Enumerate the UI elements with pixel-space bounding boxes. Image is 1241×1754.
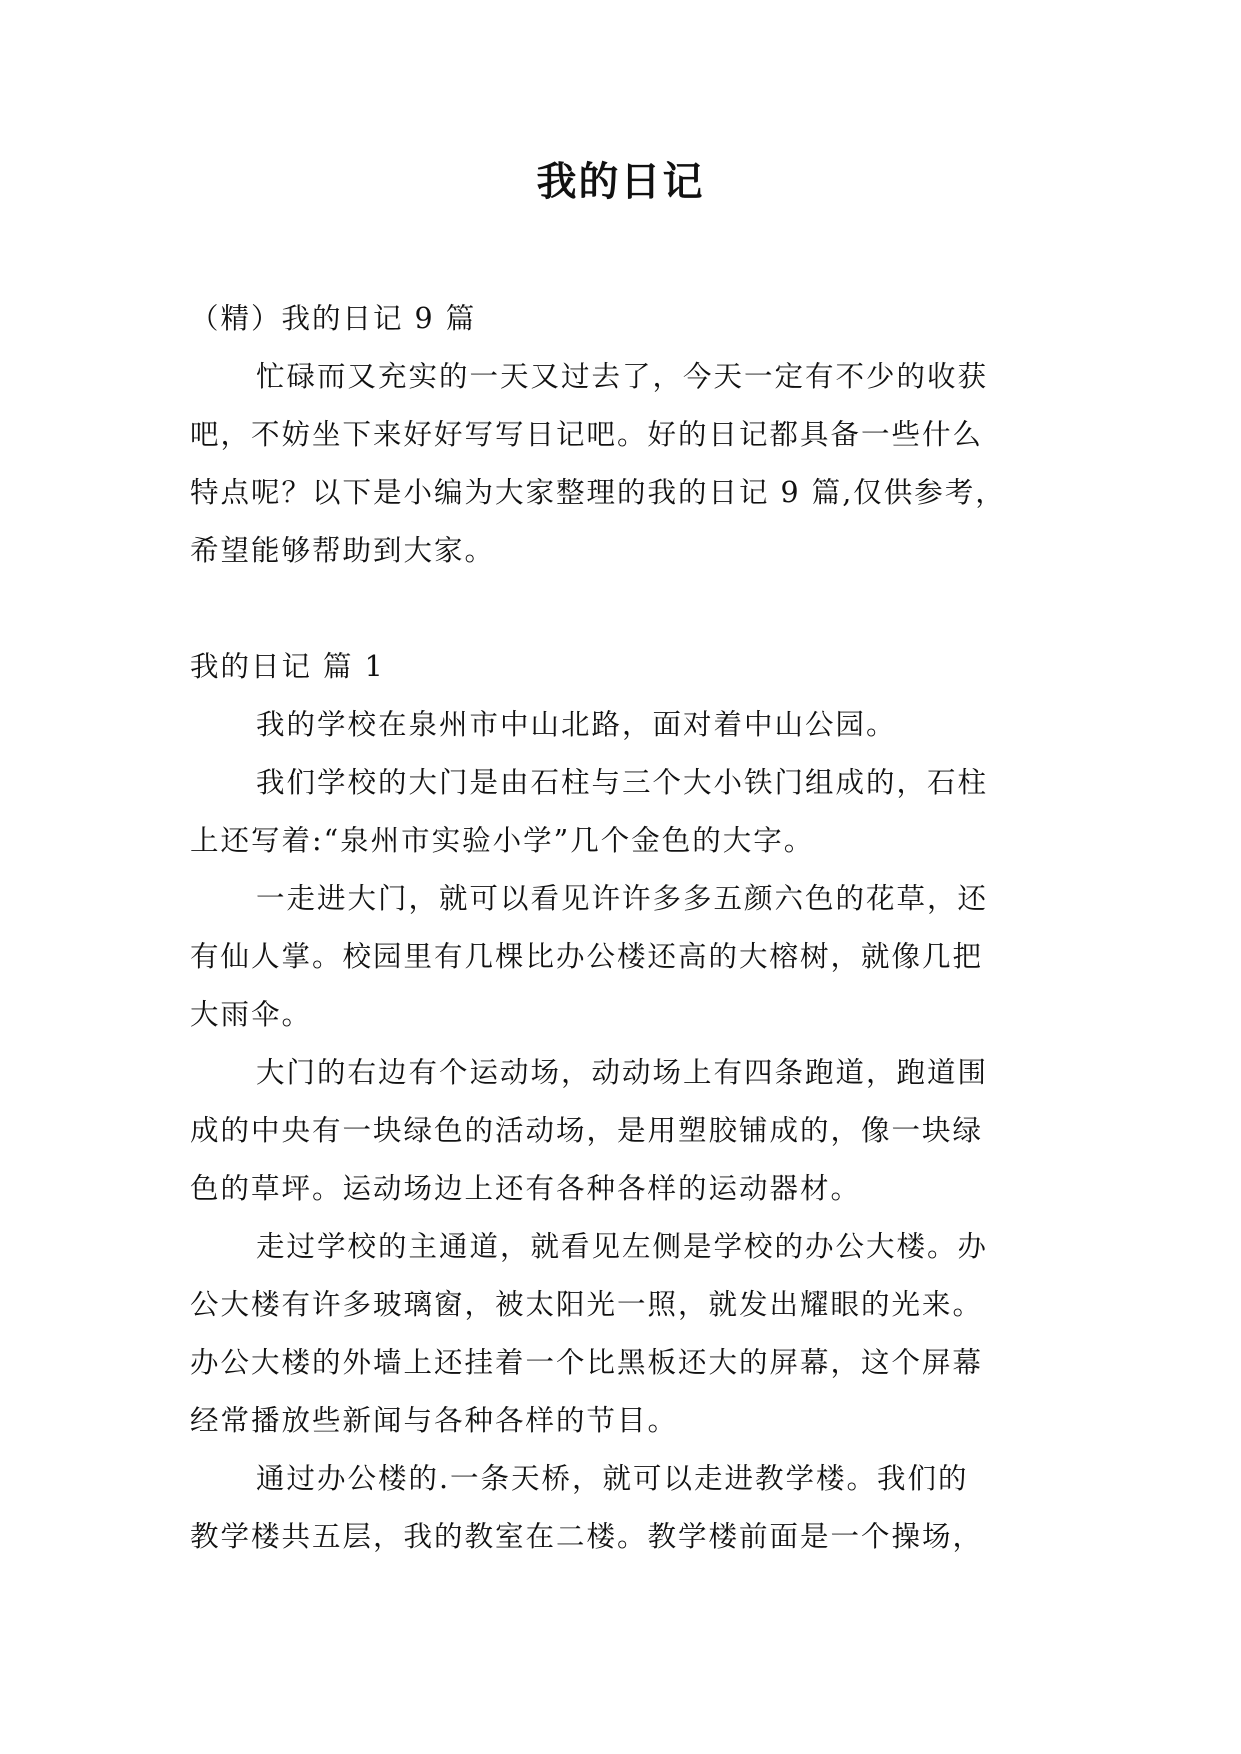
paragraph-line: 一走进大门，就可以看见许许多多五颜六色的花草，还 [256, 882, 989, 915]
paragraph [190, 870, 1070, 1044]
paragraph-line: 我们学校的大门是由石柱与三个大小铁门组成的，石柱 [256, 766, 989, 799]
paragraph-line: 成的中央有一块绿色的活动场，是用塑胶铺成的，像一块绿 [190, 1114, 984, 1147]
paragraph-line: 教学楼共五层，我的教室在二楼。教学楼前面是一个操场， [190, 1520, 984, 1553]
section-heading: 我的日记 篇 1 [190, 650, 385, 683]
paragraph-line: 色的草坪。运动场边上还有各种各样的运动器材。 [190, 1172, 862, 1205]
paragraph-line: 通过办公楼的.一条天桥，就可以走进教学楼。我们的 [256, 1462, 969, 1495]
paragraph-line: 走过学校的主通道，就看见左侧是学校的办公大楼。办 [256, 1230, 989, 1263]
paragraph-line: 有仙人掌。校园里有几棵比办公楼还高的大榕树，就像几把 [190, 940, 984, 973]
paragraph-line: 希望能够帮助到大家。 [190, 534, 496, 567]
paragraph-line: 我的学校在泉州市中山北路，面对着中山公园。 [256, 708, 897, 741]
document-title: 我的日记 [536, 159, 705, 205]
paragraph-line: 大门的右边有个运动场，动动场上有四条跑道，跑道围 [256, 1056, 989, 1089]
paragraph-line: 办公大楼的外墙上还挂着一个比黑板还大的屏幕，这个屏幕 [190, 1346, 984, 1379]
paragraph-line: 上还写着:“泉州市实验小学”几个金色的大字。 [190, 824, 815, 857]
paragraph-line: 经常播放些新闻与各种各样的节目。 [190, 1404, 679, 1437]
paragraph [190, 696, 1070, 754]
paragraph-line: 公大楼有许多玻璃窗，被太阳光一照，就发出耀眼的光来。 [190, 1288, 984, 1321]
paragraph [190, 1450, 1070, 1566]
paragraph-line: 忙碌而又充实的一天又过去了，今天一定有不少的收获 [256, 360, 989, 393]
paragraph [190, 754, 1070, 870]
paragraph-line: 大雨伞。 [190, 998, 313, 1031]
paragraph-line: 吧，不妨坐下来好好写写日记吧。好的日记都具备一些什么 [190, 418, 984, 451]
document-subtitle: （精）我的日记 9 篇 [190, 302, 477, 335]
paragraph [190, 1044, 1070, 1218]
paragraph-line: 特点呢？以下是小编为大家整理的我的日记 9 篇,仅供参考， [190, 476, 1006, 509]
document-body [190, 290, 1070, 1566]
spacer [190, 580, 1070, 638]
paragraph [190, 1218, 1070, 1450]
intro-paragraph [190, 348, 1070, 580]
